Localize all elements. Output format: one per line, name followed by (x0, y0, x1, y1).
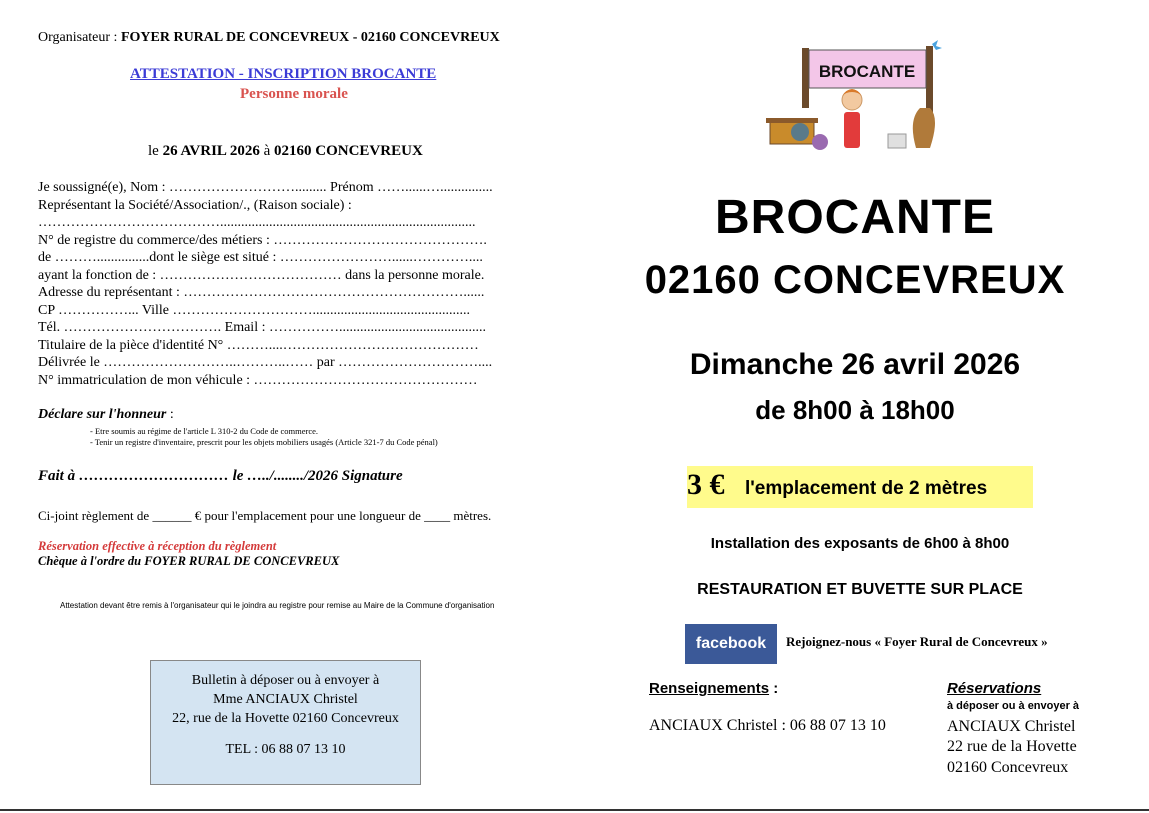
event-date: Dimanche 26 avril 2026 (689, 348, 1021, 381)
form-line-phone-email[interactable]: Tél. ……………………………. Email : …………….......................................... (38, 320, 486, 335)
bulletin-line-1: Bulletin à déposer ou à envoyer à (191, 673, 380, 688)
bulletin-line-2: Mme ANCIAUX Christel (213, 692, 358, 707)
logo-banner-text: BROCANTE (818, 62, 916, 81)
organiser-line (38, 30, 500, 46)
honour-title-text: Déclare sur l'honneur (38, 407, 167, 422)
facebook-icon[interactable] (685, 624, 777, 664)
attestation-title: ATTESTATION - INSCRIPTION BROCANTE (130, 66, 437, 82)
event-heading: BROCANTE (715, 191, 995, 244)
honour-colon: : (166, 407, 174, 422)
restauration-note: RESTAURATION ET BUVETTE SUR PLACE (697, 581, 1023, 598)
reservations-line: 22 rue de la Hovette (947, 738, 1077, 755)
installation-times: Installation des exposants de 6h00 à 8h00 (710, 535, 1010, 552)
renseignements-contact: ANCIAUX Christel : 06 88 07 13 10 (649, 717, 886, 734)
renseignements-heading (649, 680, 778, 697)
attestation-subtitle: Personne morale (240, 86, 348, 102)
date-prefix: le (148, 143, 163, 159)
honour-item: - Etre soumis au régime de l'article L 310-2 du Code de commerce. (90, 426, 319, 436)
facebook-join-text: Rejoignez-nous « Foyer Rural de Concevreux » (786, 634, 1048, 649)
form-line-address[interactable]: Adresse du représentant : ……………………………………………………...... (38, 285, 485, 300)
form-line-cp-city[interactable]: CP ……………... Ville …………………………............................................. (38, 303, 471, 318)
event-hours: de 8h00 à 18h00 (755, 395, 955, 425)
reservations-title: Réservations (947, 680, 1042, 697)
organiser-label: Organisateur : (38, 30, 121, 45)
renseignements-title: Renseignements (649, 680, 770, 697)
reservation-effective-note: Réservation effective à réception du règlement (38, 539, 277, 553)
form-line-registry[interactable]: N° de registre du commerce/des métiers : ………………………………………. (38, 233, 487, 248)
form-line-seat[interactable]: de ………...............dont le siège est situé : ……………………......………….... (38, 250, 483, 265)
form-line-id-number[interactable]: Titulaire de la pièce d'identité N° ………....…………………………………… (38, 338, 479, 353)
event-date-line (148, 143, 423, 160)
renseignements-colon: : (769, 680, 779, 697)
reservations-line: ANCIAUX Christel (947, 718, 1076, 735)
reservations-line: 02160 Concevreux (947, 759, 1069, 776)
facebook-label: facebook (695, 635, 767, 652)
form-line-vehicle[interactable]: N° immatriculation de mon véhicule : ………………………………………… (38, 373, 478, 388)
form-line-name[interactable]: Je soussigné(e), Nom : ………………………......... Prénom ……......…............... (38, 180, 493, 195)
organiser-name: FOYER RURAL DE CONCEVREUX - 02160 CONCEVREUX (120, 30, 500, 45)
cheque-order-note: Chèque à l'ordre du FOYER RURAL DE CONCEVREUX (38, 554, 340, 568)
date-mid: à (259, 143, 275, 159)
bottom-divider (0, 809, 1149, 811)
payment-line[interactable]: Ci-joint règlement de ______ € pour l'emplacement pour une longueur de ____ mètres. (38, 508, 492, 523)
brocante-illustration-icon (760, 38, 960, 156)
form-line-function[interactable]: ayant la fonction de : ………………………………… dans la personne morale. (38, 268, 485, 283)
signature-line[interactable]: Fait à ………………………… le …../......../2026 Signature (38, 468, 403, 484)
form-line-issued[interactable]: Délivrée le ………………………..………..…… par ………………………….... (38, 355, 493, 370)
form-line-company: Représentant la Société/Association/., (Raison sociale) : (38, 198, 352, 213)
price-amount: 3 € (687, 468, 725, 501)
date-place: 02160 CONCEVREUX (274, 143, 423, 159)
price-highlight (687, 466, 1033, 508)
honour-item: - Tenir un registre d'inventaire, prescrit pour les objets mobiliers usagés (Article 321-7 du Code pénal) (90, 437, 438, 447)
price-description: l'emplacement de 2 mètres (745, 478, 988, 499)
bulletin-line-3: 22, rue de la Hovette 02160 Concevreux (172, 711, 399, 726)
honour-declaration-title (38, 407, 174, 423)
date-value: 26 AVRIL 2026 (162, 143, 260, 159)
bulletin-tel: TEL : 06 88 07 13 10 (225, 742, 346, 757)
bulletin-box (150, 660, 421, 785)
event-town: 02160 CONCEVREUX (644, 258, 1066, 302)
form-line-company-blank[interactable]: …………………………………......................................................................... (38, 215, 476, 230)
attestation-footnote: Attestation devant être remis à l'organisateur qui le joindra au registre pour remise au Maire de la Commune d'organisation (60, 601, 495, 610)
reservations-subtitle: à déposer ou à envoyer à (947, 700, 1080, 712)
